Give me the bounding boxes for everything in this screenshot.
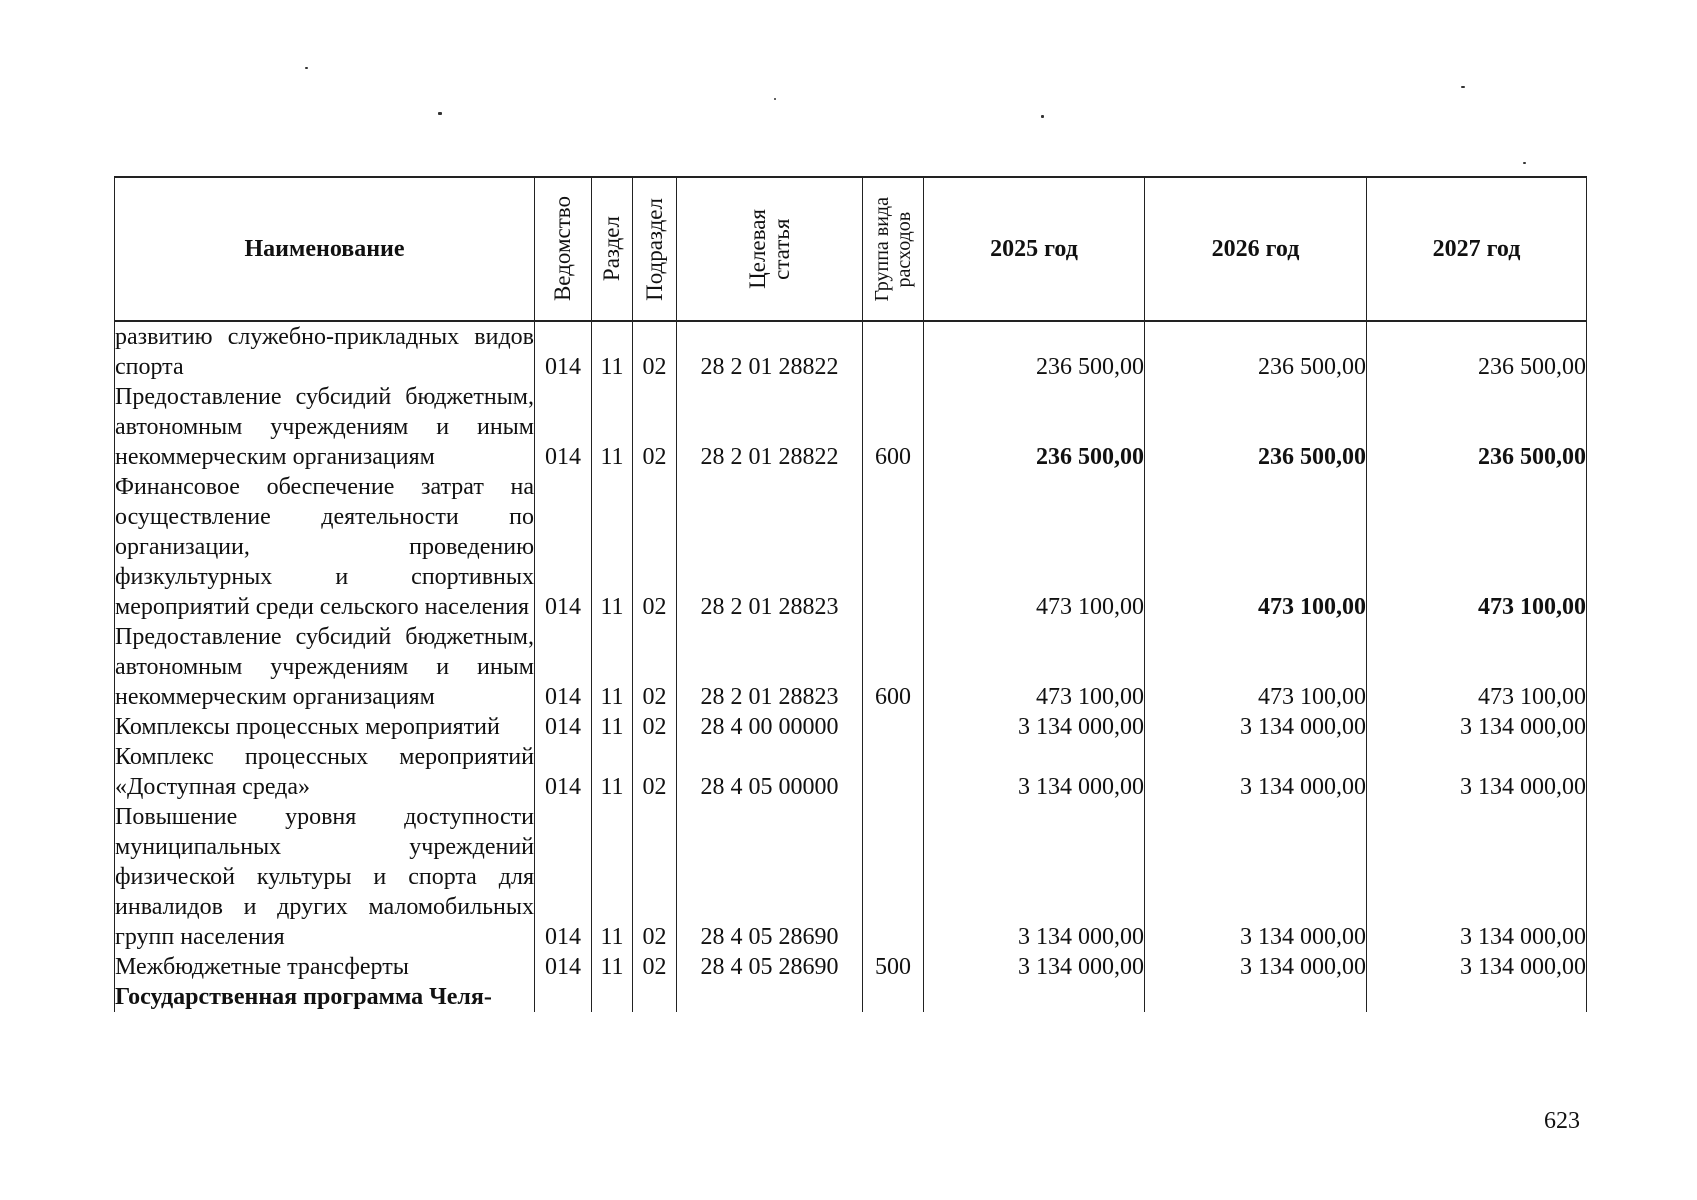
row-amount-2027: [1367, 982, 1587, 1012]
row-subsection: [633, 982, 677, 1012]
table-row: [115, 321, 1587, 382]
row-section: 11: [592, 622, 633, 712]
row-amount-2027: 236 500,00: [1367, 382, 1587, 472]
table-row: [115, 622, 1587, 712]
row-department: 014: [535, 321, 592, 382]
row-department: 014: [535, 802, 592, 952]
scan-speck: [438, 112, 442, 115]
row-name: развитию служебно-прикладных видов спорта: [115, 321, 535, 382]
scan-speck: [1041, 115, 1044, 118]
row-expense-group: [863, 472, 924, 622]
table-row: [115, 802, 1587, 952]
row-department: 014: [535, 472, 592, 622]
row-target-article: 28 2 01 28823: [677, 472, 863, 622]
row-department: 014: [535, 382, 592, 472]
table-row: [115, 382, 1587, 472]
row-expense-group: 600: [863, 622, 924, 712]
row-amount-2025: 473 100,00: [924, 622, 1145, 712]
row-amount-2026: 473 100,00: [1145, 622, 1367, 712]
row-section: 11: [592, 382, 633, 472]
row-amount-2025: 3 134 000,00: [924, 802, 1145, 952]
scan-speck: [1461, 86, 1465, 88]
row-name: Межбюджетные трансферты: [115, 952, 535, 982]
row-expense-group: [863, 742, 924, 802]
row-amount-2025: 3 134 000,00: [924, 712, 1145, 742]
header-name: Наименование: [115, 177, 535, 321]
header-year-2026: 2026 год: [1145, 177, 1367, 321]
row-expense-group: 500: [863, 952, 924, 982]
row-amount-2026: 236 500,00: [1145, 382, 1367, 472]
row-subsection: 02: [633, 622, 677, 712]
row-department: 014: [535, 712, 592, 742]
row-section: 11: [592, 742, 633, 802]
row-section: 11: [592, 952, 633, 982]
row-amount-2026: 3 134 000,00: [1145, 952, 1367, 982]
row-subsection: 02: [633, 382, 677, 472]
table-row: [115, 742, 1587, 802]
row-name: Предоставление субсидий бюджетным, автономным учреждениям и иным некоммерческим организациям: [115, 384, 534, 470]
table-row: [115, 952, 1587, 982]
row-department: 014: [535, 622, 592, 712]
row-department: 014: [535, 952, 592, 982]
row-target-article: 28 4 05 00000: [677, 742, 863, 802]
row-expense-group: [863, 321, 924, 382]
row-target-article: [677, 982, 863, 1012]
row-amount-2027: 236 500,00: [1367, 321, 1587, 382]
table-row: [115, 982, 1587, 1012]
header-target-article: Целевая статья: [677, 177, 863, 321]
row-section: 11: [592, 321, 633, 382]
row-name: Повышение уровня доступности муниципальных учреждений физической культуры и спорта для инвалидов и других маломобильных групп населения: [115, 804, 534, 950]
row-amount-2026: 3 134 000,00: [1145, 742, 1367, 802]
row-amount-2025: 3 134 000,00: [924, 952, 1145, 982]
row-name: Комплекс процессных мероприятий «Доступная среда»: [115, 744, 534, 800]
row-target-article: 28 4 05 28690: [677, 802, 863, 952]
row-subsection: 02: [633, 321, 677, 382]
row-subsection: 02: [633, 712, 677, 742]
table-row: [115, 712, 1587, 742]
row-expense-group: [863, 802, 924, 952]
table-header-row: [115, 177, 1587, 321]
header-year-2027: 2027 год: [1367, 177, 1587, 321]
row-amount-2025: 3 134 000,00: [924, 742, 1145, 802]
header-subsection: Подраздел: [633, 177, 677, 321]
row-amount-2027: 3 134 000,00: [1367, 952, 1587, 982]
row-amount-2025: 473 100,00: [924, 472, 1145, 622]
row-target-article: 28 2 01 28822: [677, 382, 863, 472]
row-amount-2026: [1145, 982, 1367, 1012]
row-subsection: 02: [633, 472, 677, 622]
row-target-article: 28 4 05 28690: [677, 952, 863, 982]
row-name: Предоставление субсидий бюджетным, автономным учреждениям и иным некоммерческим организациям: [115, 624, 534, 710]
row-amount-2027: 3 134 000,00: [1367, 712, 1587, 742]
scan-speck: [1523, 162, 1526, 164]
row-section: [592, 982, 633, 1012]
header-department: Ведомство: [535, 177, 592, 321]
row-amount-2025: 236 500,00: [924, 382, 1145, 472]
header-section: Раздел: [592, 177, 633, 321]
row-expense-group: [863, 982, 924, 1012]
header-expense-group: Группа вида расходов: [863, 177, 924, 321]
row-amount-2027: 3 134 000,00: [1367, 802, 1587, 952]
row-amount-2026: 3 134 000,00: [1145, 712, 1367, 742]
row-name: Комплексы процессных мероприятий: [115, 712, 535, 742]
table-row: [115, 472, 1587, 622]
row-subsection: 02: [633, 742, 677, 802]
row-amount-2027: 3 134 000,00: [1367, 742, 1587, 802]
row-amount-2025: 236 500,00: [924, 321, 1145, 382]
row-amount-2026: 473 100,00: [1145, 472, 1367, 622]
row-name: Государственная программа Челя-: [115, 982, 535, 1012]
row-amount-2027: 473 100,00: [1367, 622, 1587, 712]
scan-speck: [774, 98, 776, 100]
row-expense-group: [863, 712, 924, 742]
row-amount-2026: 3 134 000,00: [1145, 802, 1367, 952]
budget-table: [114, 176, 1587, 1012]
row-amount-2027: 473 100,00: [1367, 472, 1587, 622]
row-amount-2026: 236 500,00: [1145, 321, 1367, 382]
row-target-article: 28 2 01 28822: [677, 321, 863, 382]
row-subsection: 02: [633, 802, 677, 952]
row-section: 11: [592, 472, 633, 622]
row-expense-group: 600: [863, 382, 924, 472]
row-target-article: 28 2 01 28823: [677, 622, 863, 712]
row-name: Финансовое обеспечение затрат на осуществление деятельности по организации, проведению физкультурных и спортивных мероприятий среди сельского населения: [115, 474, 534, 620]
row-amount-2025: [924, 982, 1145, 1012]
row-subsection: 02: [633, 952, 677, 982]
row-department: 014: [535, 742, 592, 802]
header-year-2025: 2025 год: [924, 177, 1145, 321]
page-number: 623: [1544, 1108, 1580, 1134]
row-department: [535, 982, 592, 1012]
row-section: 11: [592, 802, 633, 952]
row-target-article: 28 4 00 00000: [677, 712, 863, 742]
row-section: 11: [592, 712, 633, 742]
scan-speck: [305, 67, 308, 69]
